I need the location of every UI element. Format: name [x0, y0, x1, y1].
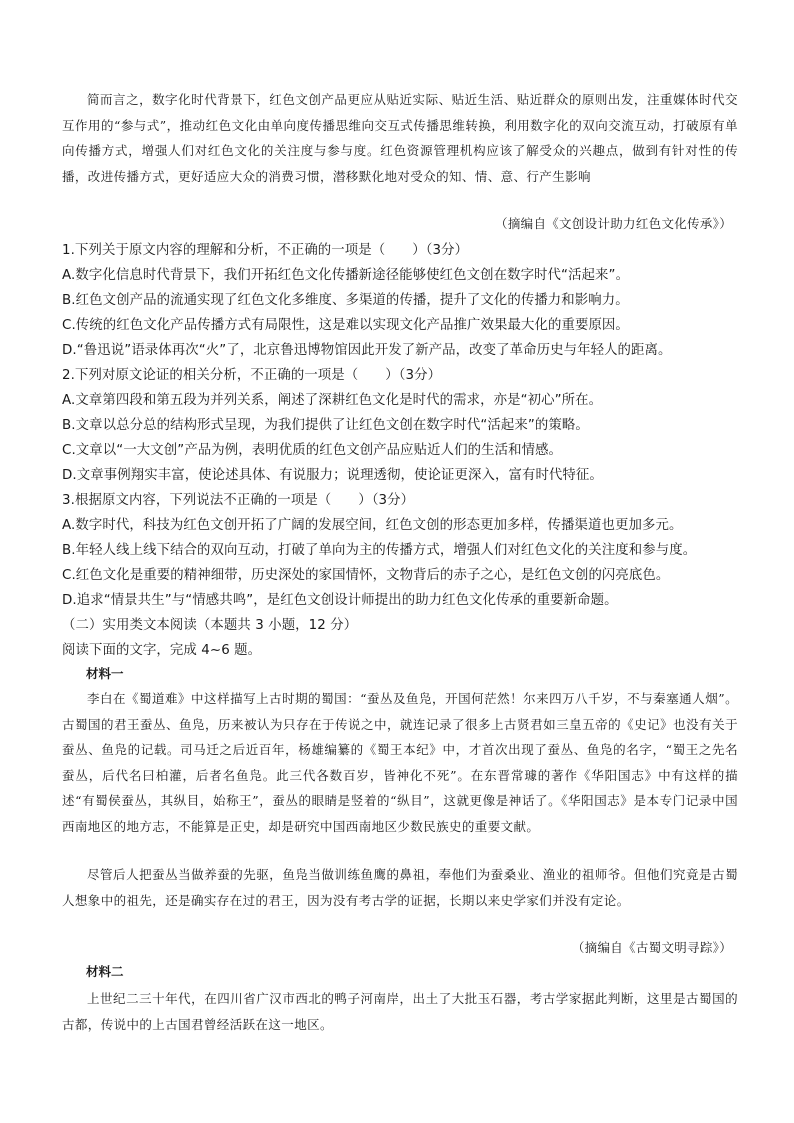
passage-source: （摘编自《文创设计助力红色文化传承》）	[495, 216, 732, 231]
material-1-label: 材料一	[86, 666, 124, 681]
material-1-source: （摘编自《古蜀文明寻踪》）	[571, 940, 732, 955]
question-2-option-b: B.文章以总分总的结构形式呈现，为我们提供了让红色文创在数字时代“活起来”的策略。	[62, 418, 589, 433]
section-instruction: 阅读下面的文字，完成 4~6 题。	[62, 643, 262, 658]
question-1-option-d: D.“鲁迅说”语录体再次“火”了，北京鲁迅博物馆因此开发了新产品，改变了革命历史与年轻人的距离。	[62, 343, 672, 358]
question-2-option-d: D.文章事例翔实丰富，使论述具体、有说服力；说理透彻，使论证更深入，富有时代特征。	[62, 468, 603, 483]
material-1-paragraph-2: 尽管后人把蚕丛当做养蚕的先驱，鱼凫当做训练鱼鹰的鼻祖，奉他们为蚕桑业、渔业的祖师爷。但他们究竟是古蜀人想象中的祖先，还是确实存在过的君王，因为没有考古学的证据，长期以来史学家们并没有定论。	[62, 867, 738, 908]
material-1-paragraph-1: 李白在《蜀道难》中这样描写上古时期的蜀国：“蚕丛及鱼凫，开国何茫然！尔来四万八千岁，不与秦塞通人烟”。古蜀国的君王蚕丛、鱼凫，历来被认为只存在于传说之中，就连记录了很多上古贤君如三皇五帝的《史记》也没有关于蚕丛、鱼凫的记载。司马迁之后近百年，杨雄编纂的《蜀王本纪》中，才首次出现了蚕丛、鱼凫的名字，“蜀王之先名蚕丛，后代名曰柏灌，后者名鱼凫。此三代各数百岁，皆神化不死”。在东晋常璩的著作《华阳国志》中有这样的描述“有蜀侯蚕丛，其纵目，始称王”，蚕丛的眼睛是竖着的“纵目”，这就更像是神话了。《华阳国志》是本专门记录中国西南地区的地方志，不能算是正史，却是研究中国西南地区少数民族史的重要文献。	[62, 691, 738, 834]
material-2-paragraph-1: 上世纪二三十年代，在四川省广汉市西北的鸭子河南岸，出土了大批玉石器，考古学家据此判断，这里是古蜀国的古都，传说中的上古国君曾经活跃在这一地区。	[62, 991, 738, 1032]
material-2-label: 材料二	[86, 964, 124, 979]
question-3-option-a: A.数字时代，科技为红色文创开拓了广阔的发展空间，红色文创的形态更加多样，传播渠道也更加多元。	[62, 518, 683, 533]
question-1-stem: 1.下列关于原文内容的理解和分析，不正确的一项是（ ）（3分）	[62, 243, 469, 258]
question-1-option-c: C.传统的红色文化产品传播方式有局限性，这是难以实现文化产品推广效果最大化的重要原因。	[62, 318, 629, 333]
section-heading: （二）实用类文本阅读（本题共 3 小题，12 分）	[62, 618, 358, 633]
question-3-option-d: D.追求“情景共生”与“情感共鸣”，是红色文创设计师提出的助力红色文化传承的重要新命题。	[62, 593, 618, 608]
question-3-option-b: B.年轻人线上线下结合的双向互动，打破了单向为主的传播方式，增强人们对红色文化的关注度和参与度。	[62, 543, 697, 558]
question-3-option-c: C.红色文化是重要的精神细带，历史深处的家国情怀，文物背后的赤子之心，是红色文创的闪亮底色。	[62, 568, 670, 583]
question-2-option-a: A.文章第四段和第五段为并列关系，阐述了深耕红色文化是时代的需求，亦是“初心”所在。	[62, 393, 603, 408]
question-1-option-b: B.红色文创产品的流通实现了红色文化多维度、多渠道的传播，提升了文化的传播力和影响力。	[62, 293, 629, 308]
question-1-option-a: A.数字化信息时代背景下，我们开拓红色文化传播新途径能够使红色文创在数字时代“活起来”。	[62, 268, 630, 283]
question-3-stem: 3.根据原文内容，下列说法不正确的一项是（ ）（3分）	[62, 493, 415, 508]
passage-paragraph: 简而言之，数字化时代背景下，红色文创产品更应从贴近实际、贴近生活、贴近群众的原则出发，注重媒体时代交互作用的“参与式”，推动红色文化由单向度传播思维向交互式传播思维转换，利用数字化的双向交流互动，打破原有单向传播方式，增强人们对红色文化的关注度与参与度。红色资源管理机构应该了解受众的兴趣点，做到有针对性的传播，改进传播方式，更好适应大众的消费习惯，潜移默化地对受众的知、情、意、行产生影响	[62, 92, 738, 184]
question-2-option-c: C.文章以“一大文创”产品为例，表明优质的红色文创产品应贴近人们的生活和情感。	[62, 443, 563, 458]
question-2-stem: 2.下列对原文论证的相关分析，不正确的一项是（ ）（3分）	[62, 368, 442, 383]
